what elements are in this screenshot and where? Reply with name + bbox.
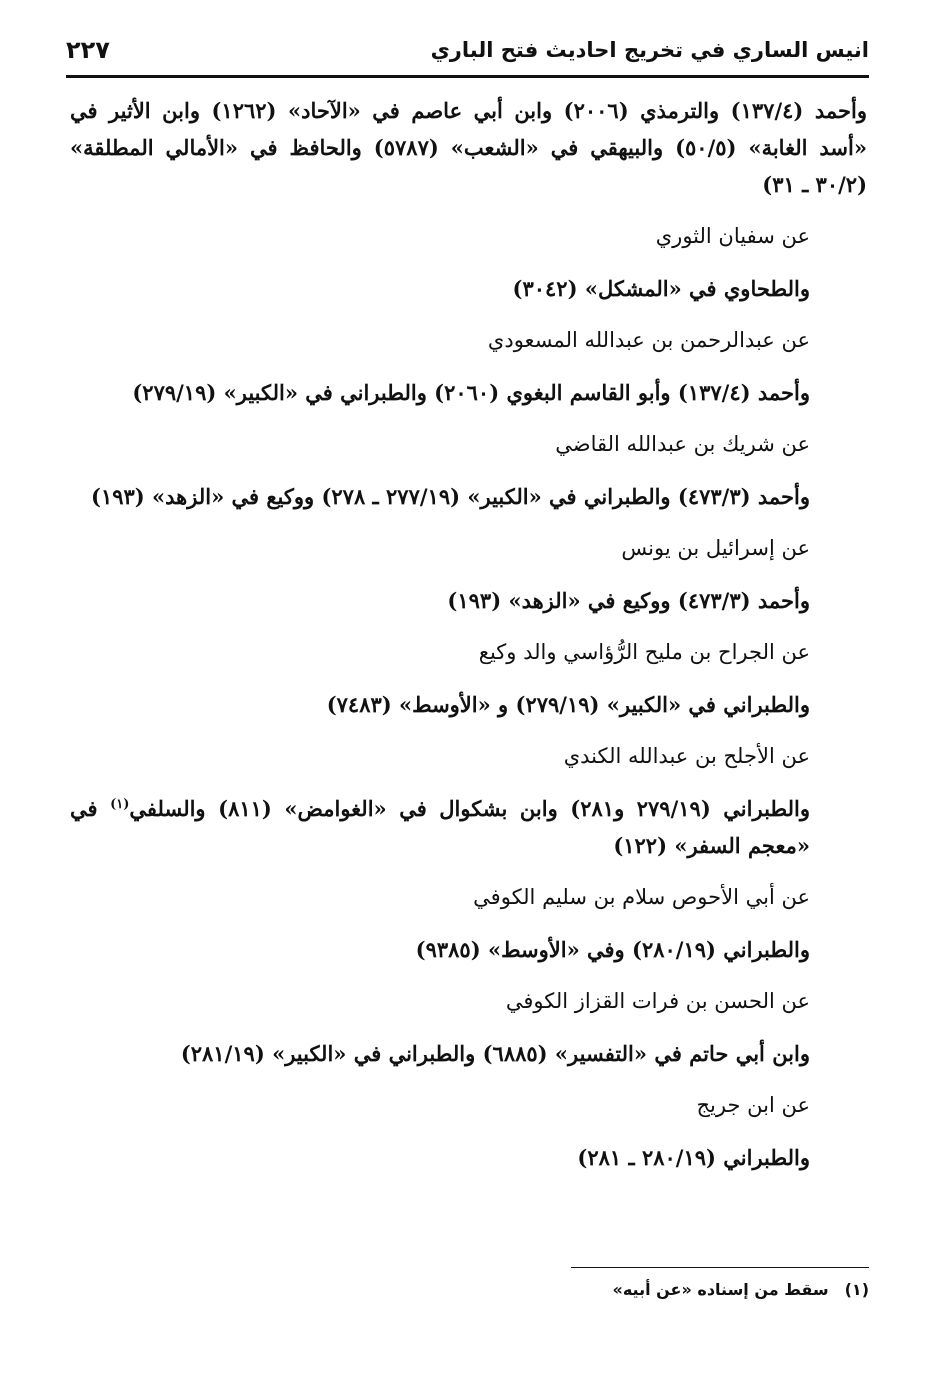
page-number: ٢٢٧ xyxy=(66,36,110,64)
sources-line: والطبراني في «الكبير» (٢٧٩/١٩) و «الأوسط» (٧٤٨٣) xyxy=(326,692,810,717)
narrator-line: عن ابن جريج xyxy=(696,1093,810,1117)
paragraph-sources-2: وأحمد (٤٧٣/٣) والطبراني في «الكبير» (٢٧٧/١٩ ـ ٢٧٨) ووكيع في «الزهد» (١٩٣) xyxy=(91,484,810,509)
footnote-number: (١) xyxy=(844,1280,869,1299)
narrator-line: عن الجراح بن مليح الرُّؤاسي والد وكيع xyxy=(478,640,810,664)
narrator-line: عن أبي الأحوص سلام بن سليم الكوفي xyxy=(473,885,810,909)
running-header xyxy=(66,34,869,74)
sources-line: وأحمد (١٣٧/٤) وأبو القاسم البغوي (٢٠٦٠) والطبراني في «الكبير» (٢٧٩/١٩) xyxy=(132,380,810,405)
sources-line: وأحمد (٤٧٣/٣) ووكيع في «الزهد» (١٩٣) xyxy=(447,588,810,613)
sources-line: والطحاوي في «المشكل» (٣٠٤٢) xyxy=(512,276,810,301)
paragraph-sources-3 xyxy=(70,790,867,864)
narrator-line: عن سفيان الثوري xyxy=(655,224,810,248)
paragraph-sources-1: وأحمد (١٣٧/٤) والترمذي (٢٠٠٦) وابن أبي عاصم في «الآحاد» (١٢٦٢) وابن الأثير في «أسد الغابة» (٥٠/٥) والبيهقي في «الشعب» (٥٧٨٧) والحافظ في «الأمالي المطلقة» (٣٠/٢ ـ ٣١) xyxy=(70,98,867,197)
narrator-line: عن شريك بن عبدالله القاضي xyxy=(555,432,810,456)
footnote-marker: (١) xyxy=(110,797,130,812)
narrator-line: عن الحسن بن فرات القزاز الكوفي xyxy=(505,989,810,1013)
footnote-rule xyxy=(571,1267,869,1268)
sources-text: والطبراني (٢٧٩/١٩ و٢٨١) وابن بشكوال في «الغوامض» (٨١١) والسلفي xyxy=(129,796,811,821)
page-body xyxy=(70,92,867,1176)
sources-text: في «معجم السفر» (١٢٢) xyxy=(70,796,810,858)
narrator-line: عن عبدالرحمن بن عبدالله المسعودي xyxy=(487,328,810,352)
footnote-text: سقط من إسناده «عن أبيه» xyxy=(612,1280,829,1299)
narrator-line: عن إسرائيل بن يونس xyxy=(621,536,810,560)
footnote xyxy=(613,1280,870,1299)
header-rule xyxy=(66,75,869,78)
book-title: انيس الساري في تخريج احاديث فتح الباري xyxy=(430,38,869,62)
sources-line: والطبراني (٢٨٠/١٩) وفي «الأوسط» (٩٣٨٥) xyxy=(415,937,810,962)
narrator-line: عن الأجلح بن عبدالله الكندي xyxy=(563,744,810,768)
sources-line: وابن أبي حاتم في «التفسير» (٦٨٨٥) والطبراني في «الكبير» (٢٨١/١٩) xyxy=(180,1041,810,1066)
sources-line: والطبراني (٢٨٠/١٩ ـ ٢٨١) xyxy=(577,1145,810,1170)
